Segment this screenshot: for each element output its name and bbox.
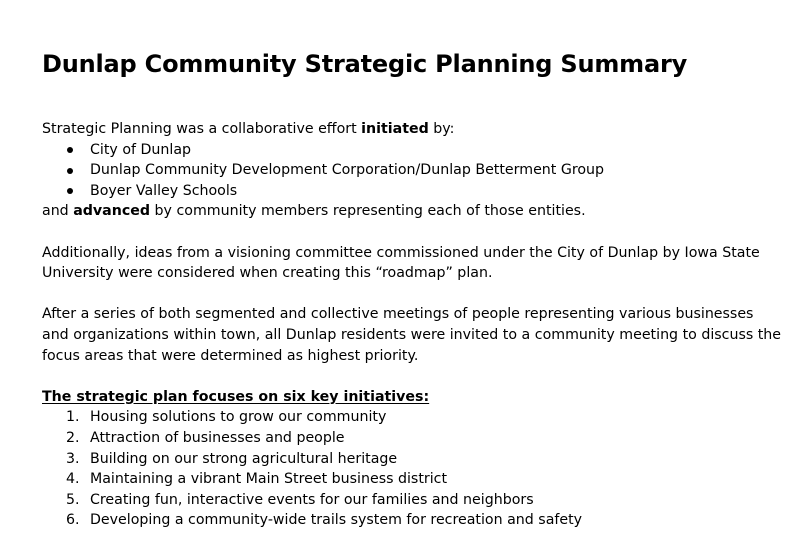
initiator-label: Dunlap Community Development Corporation/Dunlap Betterment Group (90, 162, 605, 179)
list-item (42, 449, 782, 470)
spacer (42, 284, 782, 305)
list-item (42, 490, 782, 511)
initiative-label: Creating fun, interactive events for our families and neighbors (90, 491, 534, 508)
document-body (42, 119, 782, 531)
intro-paragraph (42, 119, 782, 140)
item-number: 5. (66, 491, 80, 508)
item-number: 4. (66, 471, 80, 488)
advanced-text-end: by community members representing each of those entities. (150, 203, 586, 220)
document-page (42, 40, 782, 529)
item-number: 6. (66, 512, 80, 529)
initiatives-list (42, 407, 782, 531)
item-number: 1. (66, 409, 80, 426)
initiator-label: Boyer Valley Schools (90, 182, 238, 199)
advanced-bold-word: advanced (73, 203, 151, 220)
list-item (42, 469, 782, 490)
list-item (42, 140, 782, 161)
focus-heading: The strategic plan focuses on six key initiatives: (42, 388, 430, 405)
list-item (42, 181, 782, 202)
document-title: Dunlap Community Strategic Planning Summary (42, 50, 688, 78)
meetings-paragraph: After a series of both segmented and collective meetings of people representing various businesses and organizations within town, all Dunlap residents were invited to a community meeting to discuss the focus areas that were determined as highest priority. (42, 306, 782, 364)
list-item (42, 510, 782, 531)
list-item (42, 428, 782, 449)
spacer (42, 222, 782, 243)
initiative-label: Attraction of businesses and people (90, 429, 345, 446)
initiative-label: Developing a community-wide trails system for recreation and safety (90, 512, 583, 529)
intro-bold-word: initiated (361, 121, 429, 137)
initiators-list (42, 140, 782, 202)
bullet-icon (67, 168, 73, 174)
bullet-icon (67, 188, 73, 194)
initiative-label: Maintaining a vibrant Main Street business district (90, 471, 448, 488)
list-item (42, 407, 782, 428)
initiative-label: Housing solutions to grow our community (90, 409, 387, 426)
visioning-paragraph: Additionally, ideas from a visioning committee commissioned under the City of Dunlap by Iowa State University were considered when creating this “roadmap” plan. (42, 244, 760, 282)
spacer (42, 366, 782, 387)
intro-text: Strategic Planning was a collaborative effort (42, 121, 362, 137)
intro-text-end: by: (428, 121, 455, 137)
item-number: 3. (66, 450, 80, 467)
initiator-label: City of Dunlap (90, 141, 192, 158)
item-number: 2. (66, 429, 80, 446)
advanced-paragraph (42, 201, 782, 222)
list-item (42, 160, 782, 181)
bullet-icon (67, 147, 73, 153)
advanced-text: and (42, 203, 74, 220)
initiative-label: Building on our strong agricultural heritage (90, 450, 398, 467)
